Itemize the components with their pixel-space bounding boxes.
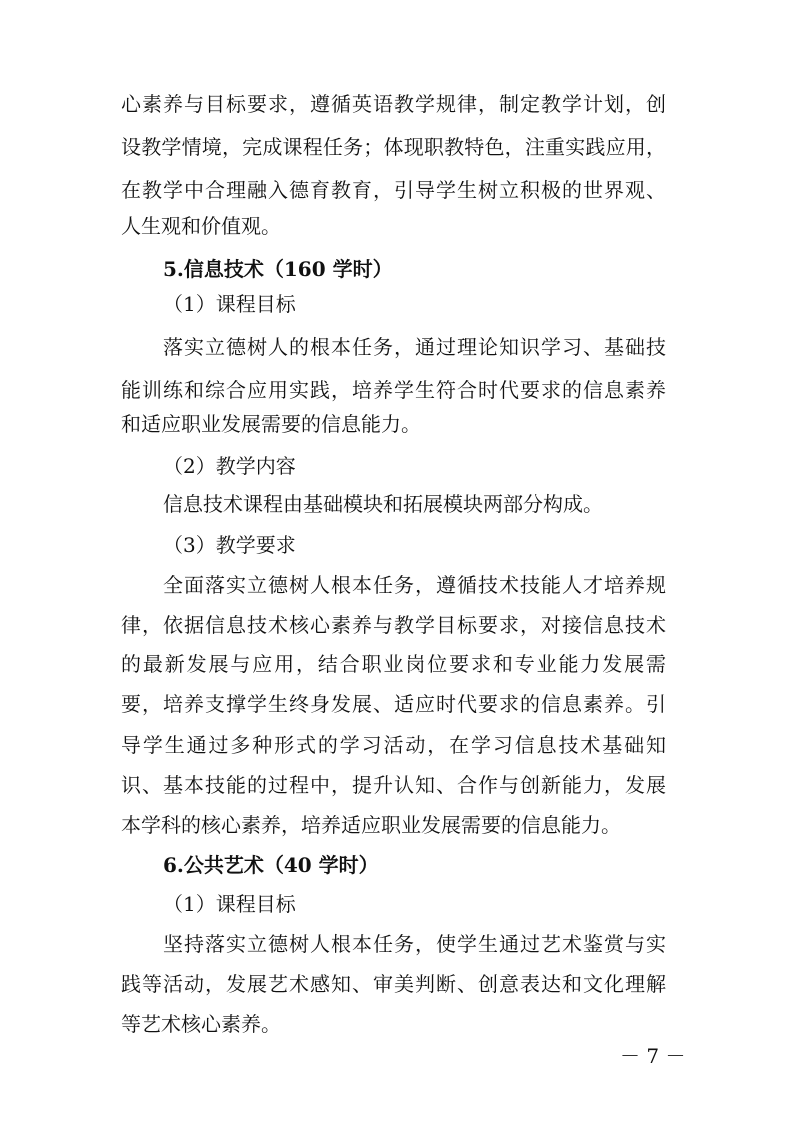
section-heading-public-art: 6.公共艺术（40 学时） <box>163 853 379 877</box>
paragraph-line: 心素养与目标要求，遵循英语教学规律，制定教学计划，创 <box>121 92 666 116</box>
paragraph-line: 全面落实立德树人根本任务，遵循技术技能人才培养规 <box>163 573 666 597</box>
paragraph-line: 识、基本技能的过程中，提升认知、合作与创新能力，发展 <box>121 773 666 797</box>
paragraph-line: 践等活动，发展艺术感知、审美判断、创意表达和文化理解 <box>121 972 666 996</box>
paragraph-line: 信息技术课程由基础模块和拓展模块两部分构成。 <box>163 492 603 516</box>
section-heading-information-technology: 5.信息技术（160 学时） <box>163 257 393 281</box>
subheading-course-objectives: （1）课程目标 <box>163 292 296 316</box>
paragraph-line: 导学生通过多种形式的学习活动，在学习信息技术基础知 <box>121 733 666 757</box>
paragraph-line: 坚持落实立德树人根本任务，使学生通过艺术鉴赏与实 <box>163 932 666 956</box>
subheading-teaching-content: （2）教学内容 <box>163 454 296 478</box>
paragraph-line: 能训练和综合应用实践，培养学生符合时代要求的信息素养 <box>121 378 666 402</box>
paragraph-line: 律，依据信息技术核心素养与教学目标要求，对接信息技术 <box>121 613 666 637</box>
paragraph-line: 在教学中合理融入德育教育，引导学生树立积极的世界观、 <box>121 178 666 202</box>
paragraph-line: 等艺术核心素养。 <box>121 1012 281 1036</box>
paragraph-line: 设教学情境，完成课程任务；体现职教特色，注重实践应用， <box>121 135 666 159</box>
paragraph-line: 要，培养支撑学生终身发展、适应时代要求的信息素养。引 <box>121 692 666 716</box>
paragraph-line: 本学科的核心素养，培养适应职业发展需要的信息能力。 <box>121 813 621 837</box>
paragraph-line: 的最新发展与应用，结合职业岗位要求和专业能力发展需 <box>121 652 666 676</box>
page-number: － 7 － <box>620 1044 686 1068</box>
paragraph-line: 落实立德树人的根本任务，通过理论知识学习、基础技 <box>163 335 666 359</box>
paragraph-line: 人生观和价值观。 <box>121 214 281 238</box>
subheading-course-objectives: （1）课程目标 <box>163 892 296 916</box>
paragraph-line: 和适应职业发展需要的信息能力。 <box>121 412 421 436</box>
subheading-teaching-requirements: （3）教学要求 <box>163 533 296 557</box>
